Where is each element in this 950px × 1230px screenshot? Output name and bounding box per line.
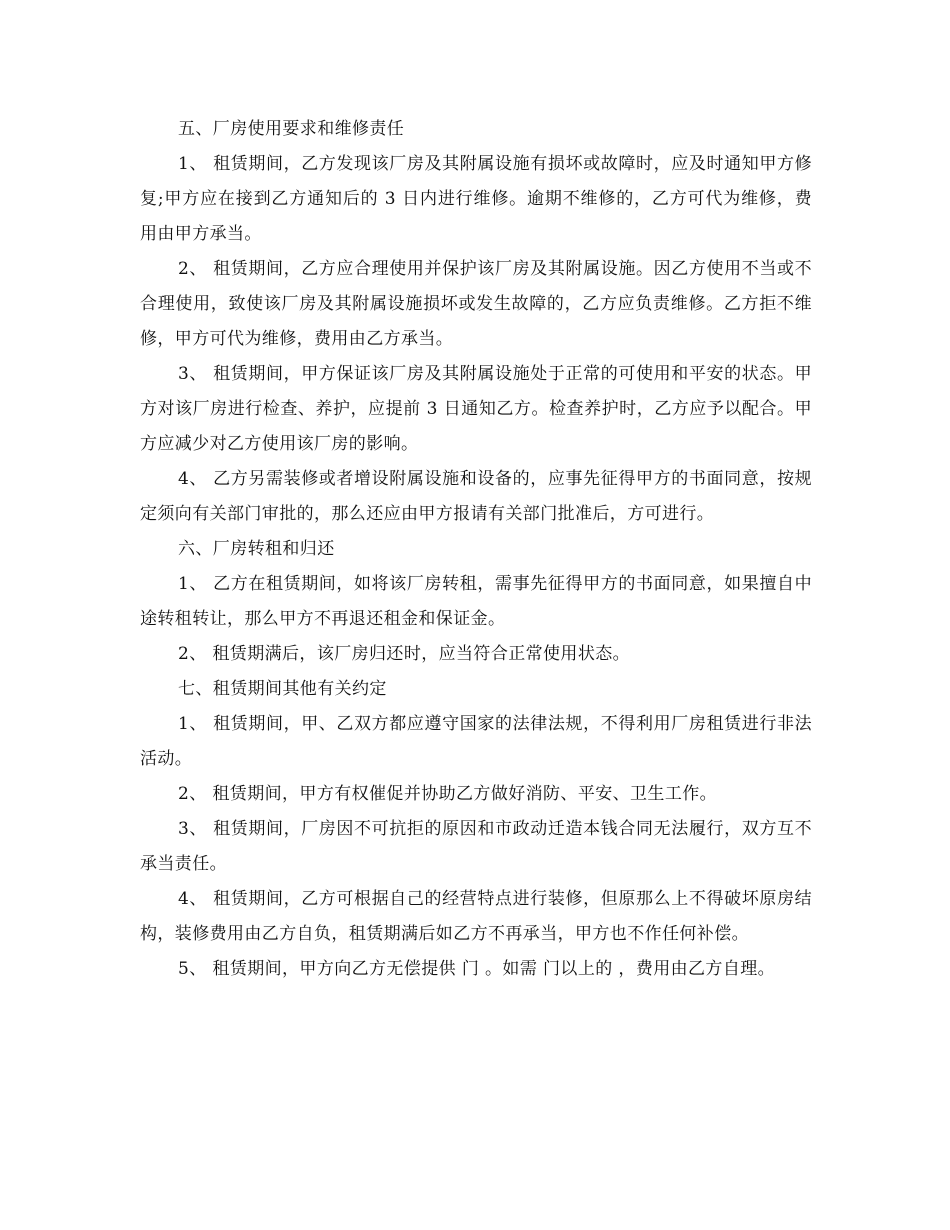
clause-5-1: 1、 租赁期间，乙方发现该厂房及其附属设施有损坏或故障时，应及时通知甲方修复;甲方应在接到乙方通知后的 3 日内进行维修。逾期不维修的，乙方可代为维修，费用由甲方承当。: [140, 154, 812, 244]
clause-6-2: 2、 租赁期满后，该厂房归还时，应当符合正常使用状态。: [178, 644, 631, 664]
section-heading-7: 七、租赁期间其他有关约定: [178, 679, 387, 699]
clause-5-3: 3、 租赁期间，甲方保证该厂房及其附属设施处于正常的可使用和平安的状态。甲方对该厂房进行检查、养护，应提前 3 日通知乙方。检查养护时，乙方应予以配合。甲方应减少对乙方使用该厂房的影响。: [140, 364, 812, 454]
clause-7-5: 5、 租赁期间，甲方向乙方无偿提供 门 。如需 门以上的 ，费用由乙方自理。: [178, 959, 776, 979]
clause-7-2: 2、 租赁期间，甲方有权催促并协助乙方做好消防、平安、卫生工作。: [178, 784, 718, 804]
clause-7-4: 4、 租赁期间，乙方可根据自己的经营特点进行装修，但原那么上不得破坏原房结构，装修费用由乙方自负，租赁期满后如乙方不再承当，甲方也不作任何补偿。: [140, 889, 812, 944]
clause-6-1: 1、 乙方在租赁期间，如将该厂房转租，需事先征得甲方的书面同意，如果擅自中途转租转让，那么甲方不再退还租金和保证金。: [140, 574, 812, 629]
section-heading-5: 五、厂房使用要求和维修责任: [178, 119, 405, 139]
clause-5-2: 2、 租赁期间，乙方应合理使用并保护该厂房及其附属设施。因乙方使用不当或不合理使用，致使该厂房及其附属设施损坏或发生故障的，乙方应负责维修。乙方拒不维修，甲方可代为维修，费用由乙方承当。: [140, 259, 812, 349]
clause-7-3: 3、 租赁期间，厂房因不可抗拒的原因和市政动迁造本钱合同无法履行，双方互不承当责任。: [140, 819, 812, 874]
document-body: [140, 112, 812, 987]
section-heading-6: 六、厂房转租和归还: [178, 539, 335, 559]
clause-7-1: 1、 租赁期间，甲、乙双方都应遵守国家的法律法规，不得利用厂房租赁进行非法活动。: [140, 714, 812, 769]
clause-5-4: 4、 乙方另需装修或者增设附属设施和设备的，应事先征得甲方的书面同意，按规定须向有关部门审批的，那么还应由甲方报请有关部门批准后，方可进行。: [140, 469, 812, 524]
